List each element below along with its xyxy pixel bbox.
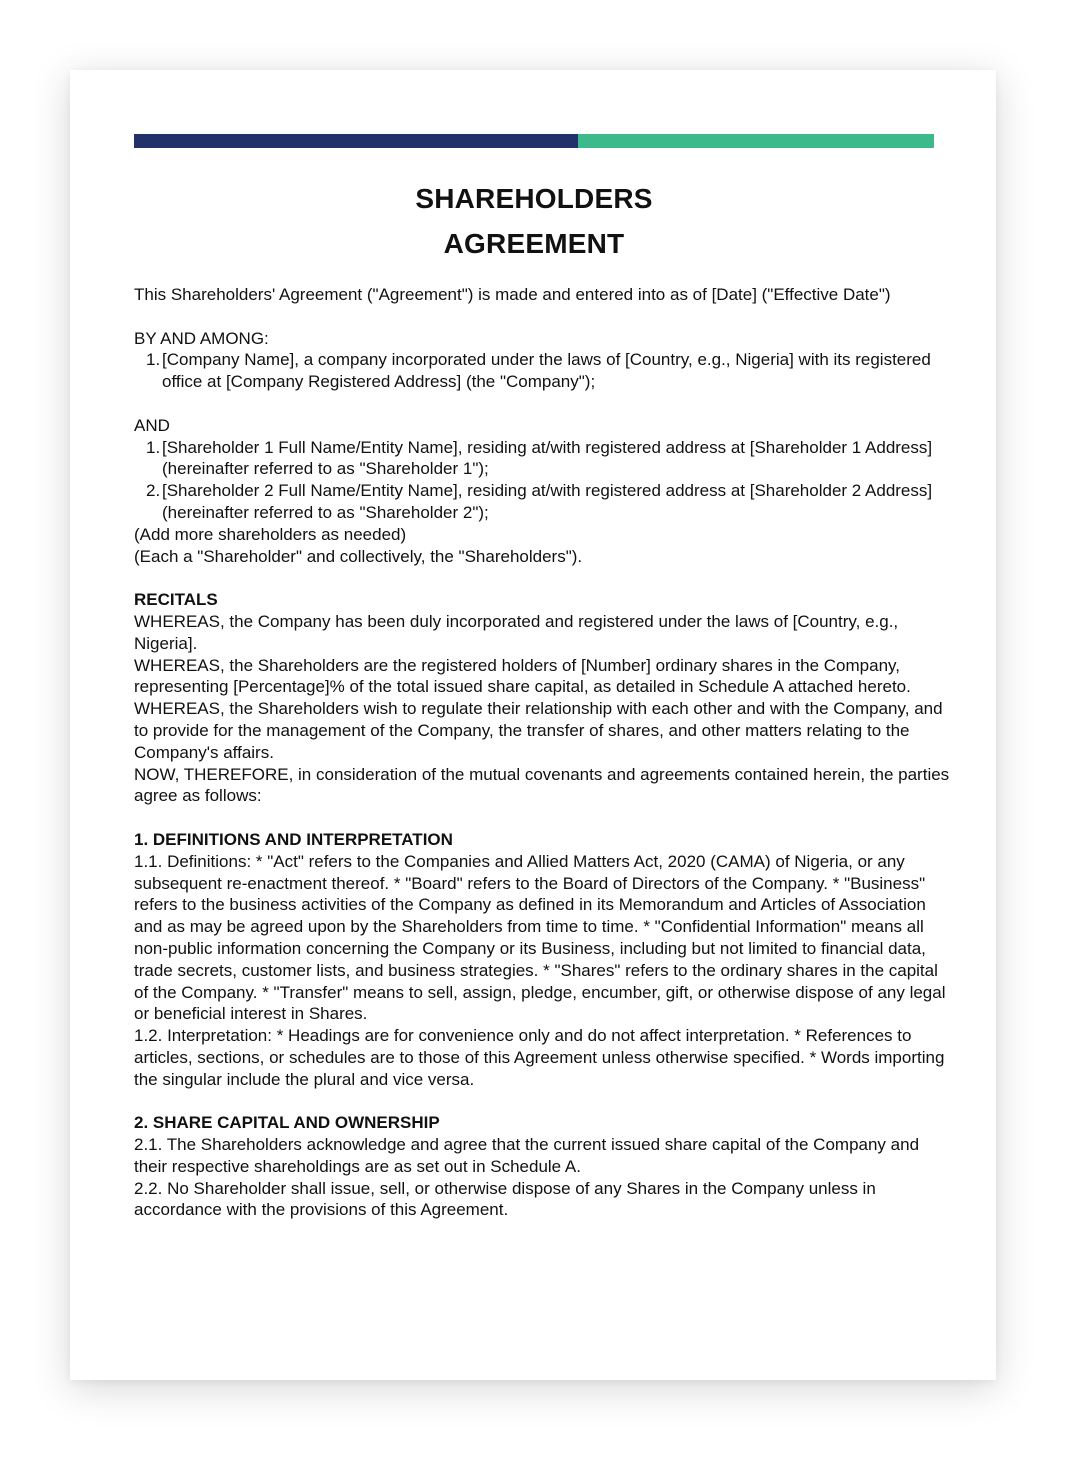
recital-paragraph: WHEREAS, the Shareholders are the registered holders of [Number] ordinary shares in the Company, representing [Percentage]% of the total issued share capital, as detailed in Schedule A attached hereto. <box>134 655 911 697</box>
recital-paragraph: WHEREAS, the Company has been duly incorporated and registered under the laws of [Country, e.g., Nigeria]. <box>134 611 899 653</box>
section-2-heading: 2. SHARE CAPITAL AND OWNERSHIP <box>134 1113 440 1133</box>
title-line-2: AGREEMENT <box>443 228 625 259</box>
list-item-text: [Shareholder 1 Full Name/Entity Name], residing at/with registered address at [Shareholder 1 Address] (hereinafter referred to as "Shareholder 1"); <box>162 437 933 479</box>
recital-paragraph: NOW, THEREFORE, in consideration of the mutual covenants and agreements contained herein, the parties agree as follows: <box>134 764 950 806</box>
header-color-bar <box>134 134 934 148</box>
recital-paragraph: WHEREAS, the Shareholders wish to regulate their relationship with each other and with the Company, and to provide for the management of the Company, the transfer of shares, and other matters relating to the Company's affairs. <box>134 699 943 762</box>
section-paragraph: 1.2. Interpretation: * Headings are for convenience only and do not affect interpretation. * References to articles, sections, or schedules are to those of this Agreement unless otherwise specified. * Words importing the singular include the plural and vice versa. <box>134 1026 945 1089</box>
title-line-1: SHAREHOLDERS <box>415 183 653 214</box>
add-shareholders-note: (Add more shareholders as needed) <box>134 524 407 544</box>
by-among-label: BY AND AMONG: <box>134 328 269 348</box>
document-body <box>134 284 954 1221</box>
list-item <box>134 437 954 481</box>
section-paragraph: 2.1. The Shareholders acknowledge and agree that the current issued share capital of the Company and their respective shareholdings are as set out in Schedule A. <box>134 1135 920 1176</box>
shareholder-party-list <box>134 437 954 524</box>
header-bar-navy <box>134 134 578 148</box>
list-item <box>134 349 954 393</box>
intro-paragraph: This Shareholders' Agreement ("Agreement") is made and entered into as of [Date] ("Effective Date") <box>134 285 891 304</box>
document-page <box>70 70 996 1380</box>
and-label: AND <box>134 415 170 435</box>
list-item-text: [Company Name], a company incorporated under the laws of [Country, e.g., Nigeria] with its registered office at [Company Registered Address] (the "Company"); <box>162 350 931 392</box>
header-bar-green <box>578 134 934 148</box>
list-item-text: [Shareholder 2 Full Name/Entity Name], residing at/with registered address at [Shareholder 2 Address] (hereinafter referred to as "Shareholder 2"); <box>162 481 933 522</box>
list-number: 2. <box>146 481 161 501</box>
list-number: 1. <box>146 437 161 457</box>
company-party-list <box>134 349 954 393</box>
document-title <box>134 176 934 266</box>
list-item <box>134 480 954 524</box>
section-paragraph: 1.1. Definitions: * "Act" refers to the Companies and Allied Matters Act, 2020 (CAMA) of Nigeria, or any subsequent re-enactment thereof. * "Board" refers to the Board of Directors of the Company. * "Business" refers to the business activities of the Company as defined in its Memorandum and Articles of Association and as may be agreed upon by the Shareholders from time to time. * "Confidential Information" means all non-public information concerning the Company or its Business, including but not limited to financial data, trade secrets, customer lists, and business strategies. * "Shares" refers to the ordinary shares in the capital of the Company. * "Transfer" means to sell, assign, pledge, encumber, gift, or otherwise dispose of any legal or beneficial interest in Shares. <box>134 851 946 1024</box>
shareholders-definition-note: (Each a "Shareholder" and collectively, the "Shareholders"). <box>134 546 583 566</box>
section-1-heading: 1. DEFINITIONS AND INTERPRETATION <box>134 829 453 849</box>
recitals-heading: RECITALS <box>134 590 218 610</box>
list-number: 1. <box>146 350 161 370</box>
section-paragraph: 2.2. No Shareholder shall issue, sell, or otherwise dispose of any Shares in the Company unless in accordance with the provisions of this Agreement. <box>134 1178 876 1220</box>
